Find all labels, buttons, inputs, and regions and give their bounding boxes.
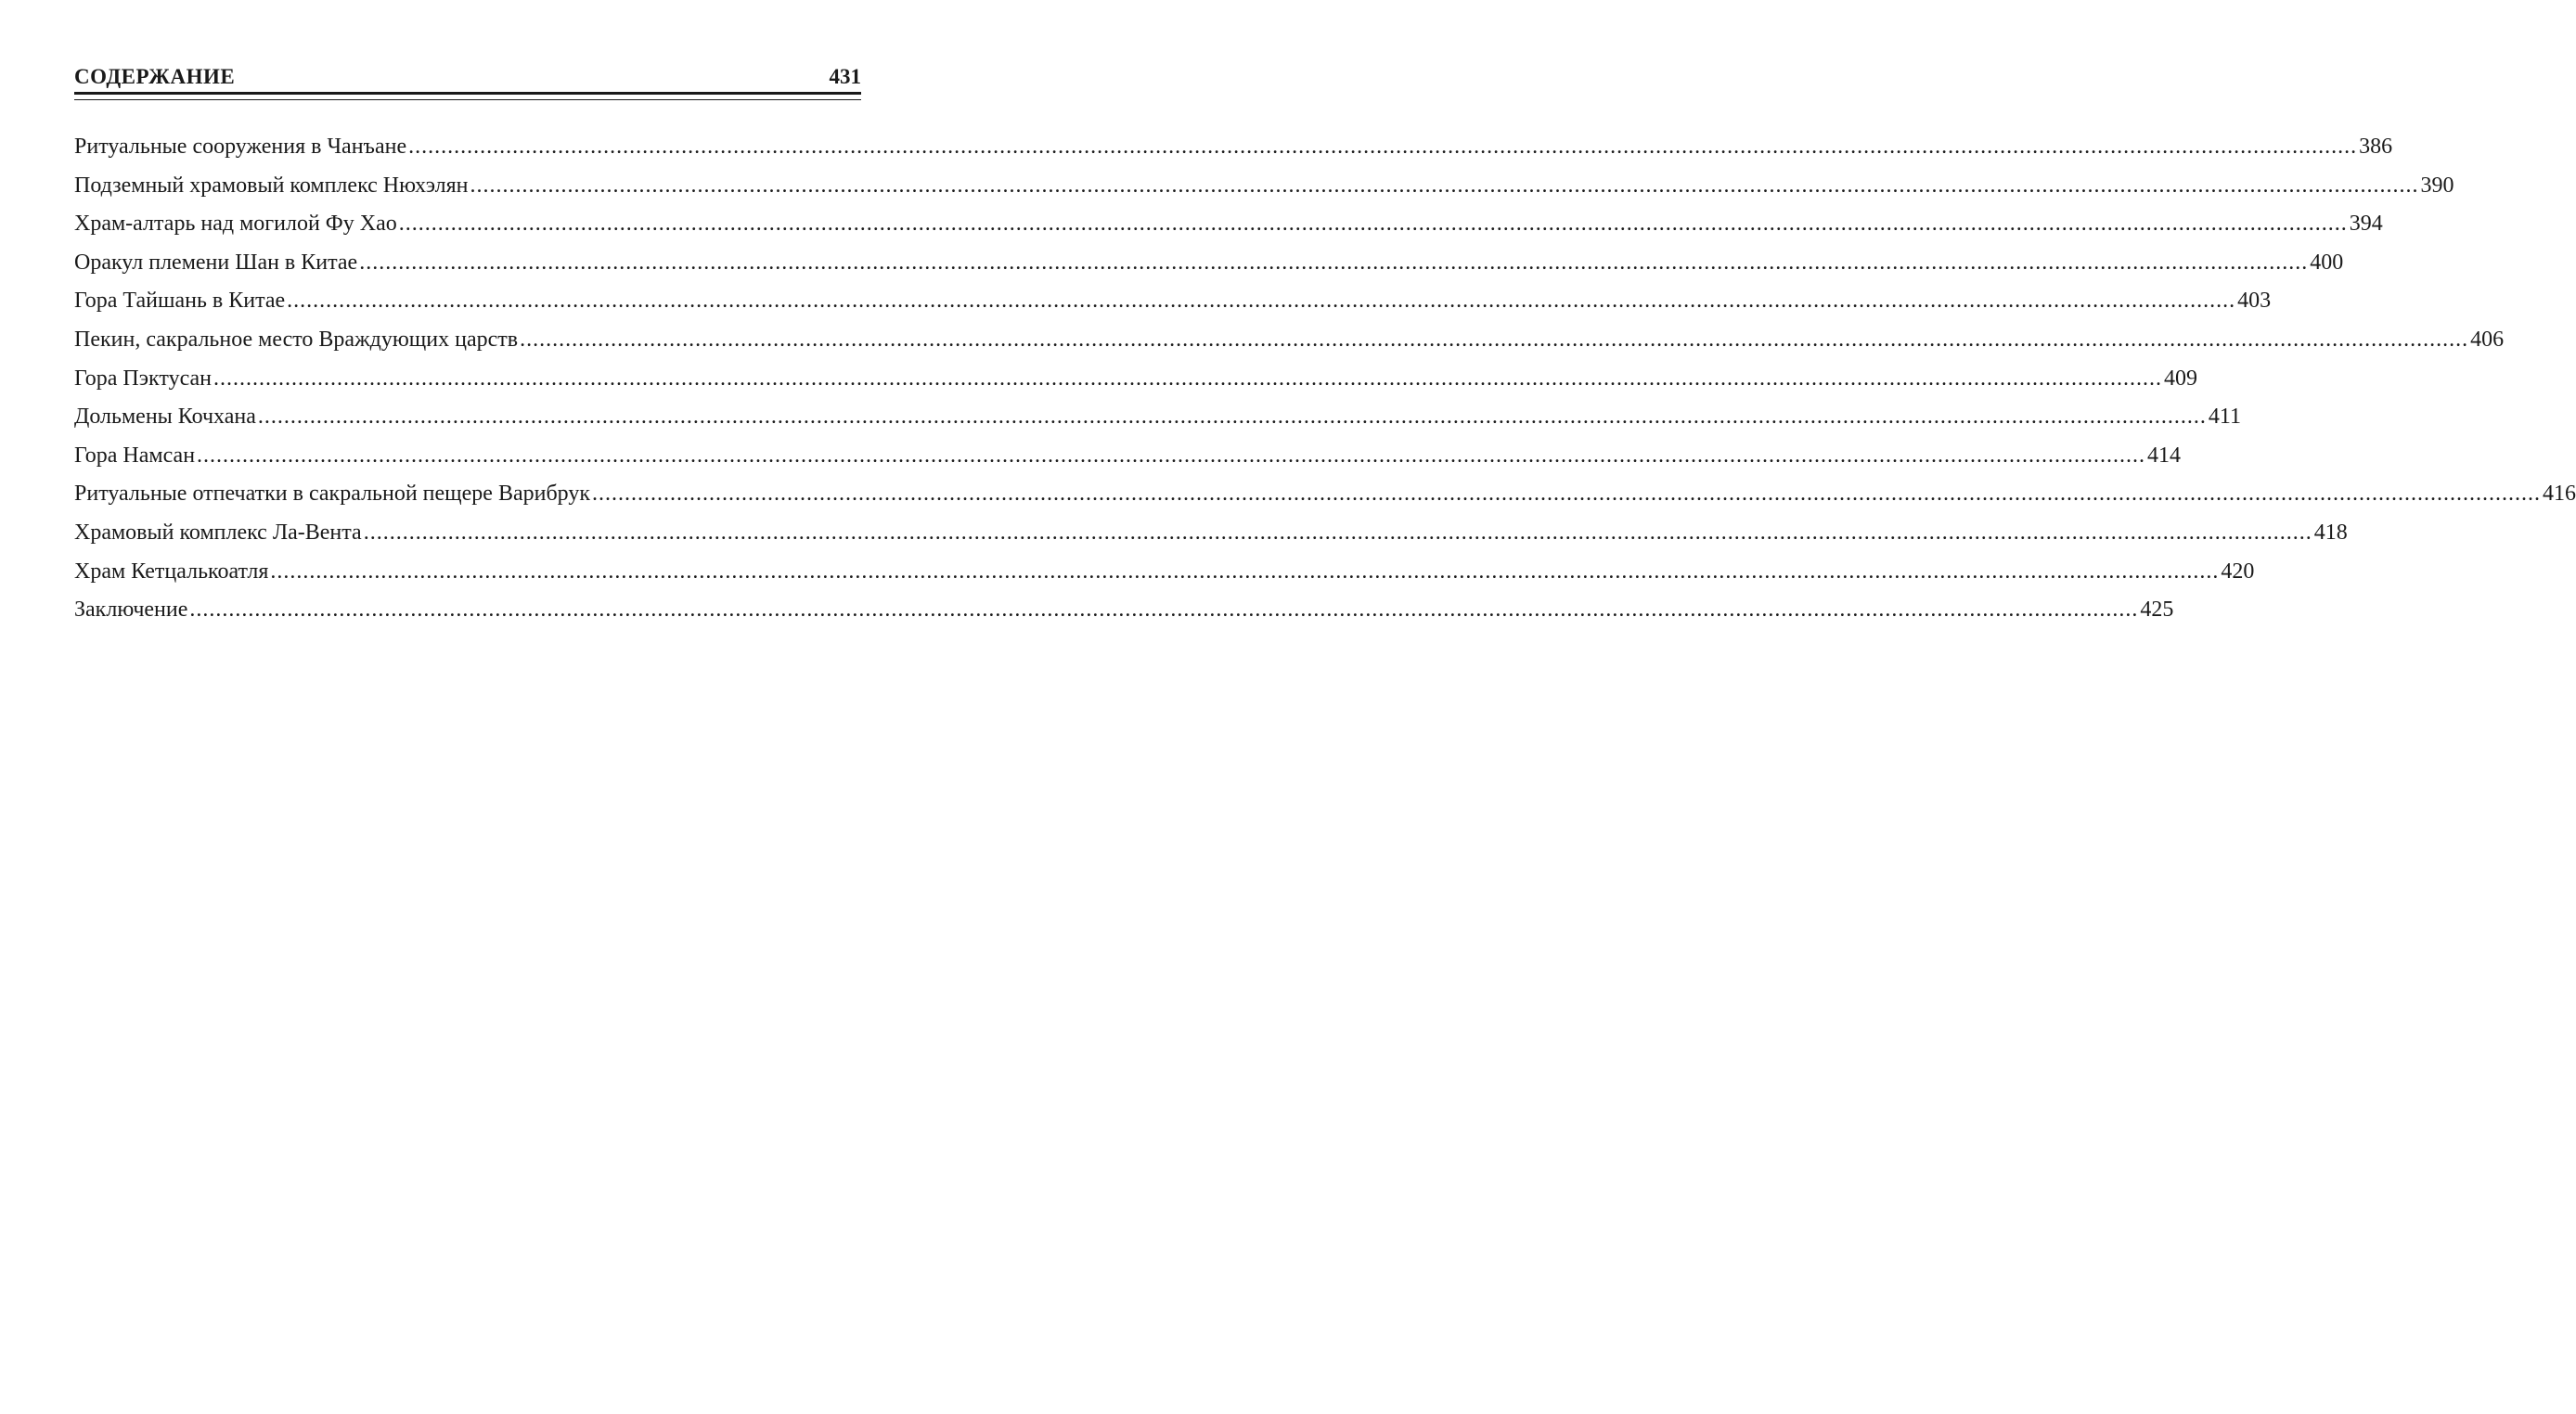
toc-leader-dots: ............................................................................................................................................................................................................................................................................................................: [520, 327, 2469, 352]
toc-entry[interactable]: [74, 244, 2344, 283]
toc-entry-title: Дольмены Кочхана: [74, 405, 256, 430]
toc-entry-title: Ритуальные сооружения в Чанъане: [74, 135, 407, 159]
toc-entry[interactable]: [74, 514, 2348, 553]
page-number: 431: [829, 65, 861, 88]
header-rule-thin: [74, 99, 861, 100]
toc-entry[interactable]: [74, 591, 2174, 630]
toc-entry-title: Гора Пэктусан: [74, 366, 213, 391]
toc-entry-page: 400: [2310, 250, 2344, 275]
toc-entry-page: 420: [2221, 559, 2255, 584]
toc-leader-dots: ............................................................................................................................................................................................................................................................................................................: [213, 366, 2163, 391]
toc-entry-title: Храмовый комплекс Ла-Вента: [74, 520, 362, 545]
toc-entry-page: 416: [2543, 482, 2576, 507]
toc-entry[interactable]: [74, 398, 2241, 437]
toc-entry-title: Оракул племени Шан в Китае: [74, 250, 358, 275]
toc-entry-title: Подземный храмовый комплекс Нюхэлян: [74, 173, 469, 198]
toc-leader-dots: ............................................................................................................................................................................................................................................................................................................: [197, 443, 2146, 468]
toc-leader-dots: ............................................................................................................................................................................................................................................................................................................: [408, 135, 2358, 159]
toc-entry-title: Заключение: [74, 598, 188, 623]
toc-entry-page: 409: [2164, 366, 2198, 391]
toc-entry-page: 390: [2420, 173, 2454, 198]
toc-leader-dots: ............................................................................................................................................................................................................................................................................................................: [398, 212, 2348, 237]
toc-entry[interactable]: [74, 282, 2272, 321]
toc-leader-dots: ............................................................................................................................................................................................................................................................................................................: [257, 405, 2207, 430]
toc-entry-title: Храм Кетцалькоатля: [74, 559, 269, 584]
toc-entry[interactable]: [74, 167, 2454, 206]
toc-leader-dots: ............................................................................................................................................................................................................................................................................................................: [363, 520, 2312, 545]
toc-entry-title: Пекин, сакральное место Враждующих царств: [74, 327, 519, 352]
toc-entry[interactable]: [74, 205, 2383, 244]
toc-entry[interactable]: [74, 128, 2393, 167]
toc-leader-dots: ............................................................................................................................................................................................................................................................................................................: [189, 598, 2139, 623]
toc-entry-page: 418: [2313, 520, 2348, 545]
header-title: СОДЕРЖАНИЕ: [74, 65, 236, 88]
running-header: [74, 61, 861, 93]
toc-entry-title: Гора Намсан: [74, 443, 196, 468]
toc-leader-dots: ............................................................................................................................................................................................................................................................................................................: [470, 173, 2419, 198]
toc-entry-page: 386: [2359, 135, 2393, 159]
toc-entry[interactable]: [74, 475, 2576, 514]
toc-entry-page: 403: [2237, 289, 2272, 314]
toc-leader-dots: ............................................................................................................................................................................................................................................................................................................: [592, 482, 2542, 507]
toc-entry[interactable]: [74, 553, 2255, 592]
toc-entry-title: Ритуальные отпечатки в сакральной пещере Варибрук: [74, 482, 591, 507]
header-rule-thick: [74, 92, 861, 95]
toc-entry[interactable]: [74, 321, 2505, 360]
toc-entry[interactable]: [74, 437, 2182, 476]
toc-entry-page: 411: [2208, 405, 2241, 430]
toc-leader-dots: ............................................................................................................................................................................................................................................................................................................: [270, 559, 2220, 584]
toc-entry-page: 406: [2470, 327, 2505, 352]
toc-entry-page: 394: [2349, 212, 2383, 237]
toc-entry-page: 414: [2147, 443, 2182, 468]
toc-leader-dots: ............................................................................................................................................................................................................................................................................................................: [287, 289, 2236, 314]
toc-leader-dots: ............................................................................................................................................................................................................................................................................................................: [359, 250, 2309, 275]
toc-entry-page: 425: [2140, 598, 2174, 623]
toc-entry-title: Гора Тайшань в Китае: [74, 289, 286, 314]
toc-entry-title: Храм-алтарь над могилой Фу Хао: [74, 212, 397, 237]
table-of-contents: [74, 128, 2576, 630]
toc-entry[interactable]: [74, 360, 2198, 399]
